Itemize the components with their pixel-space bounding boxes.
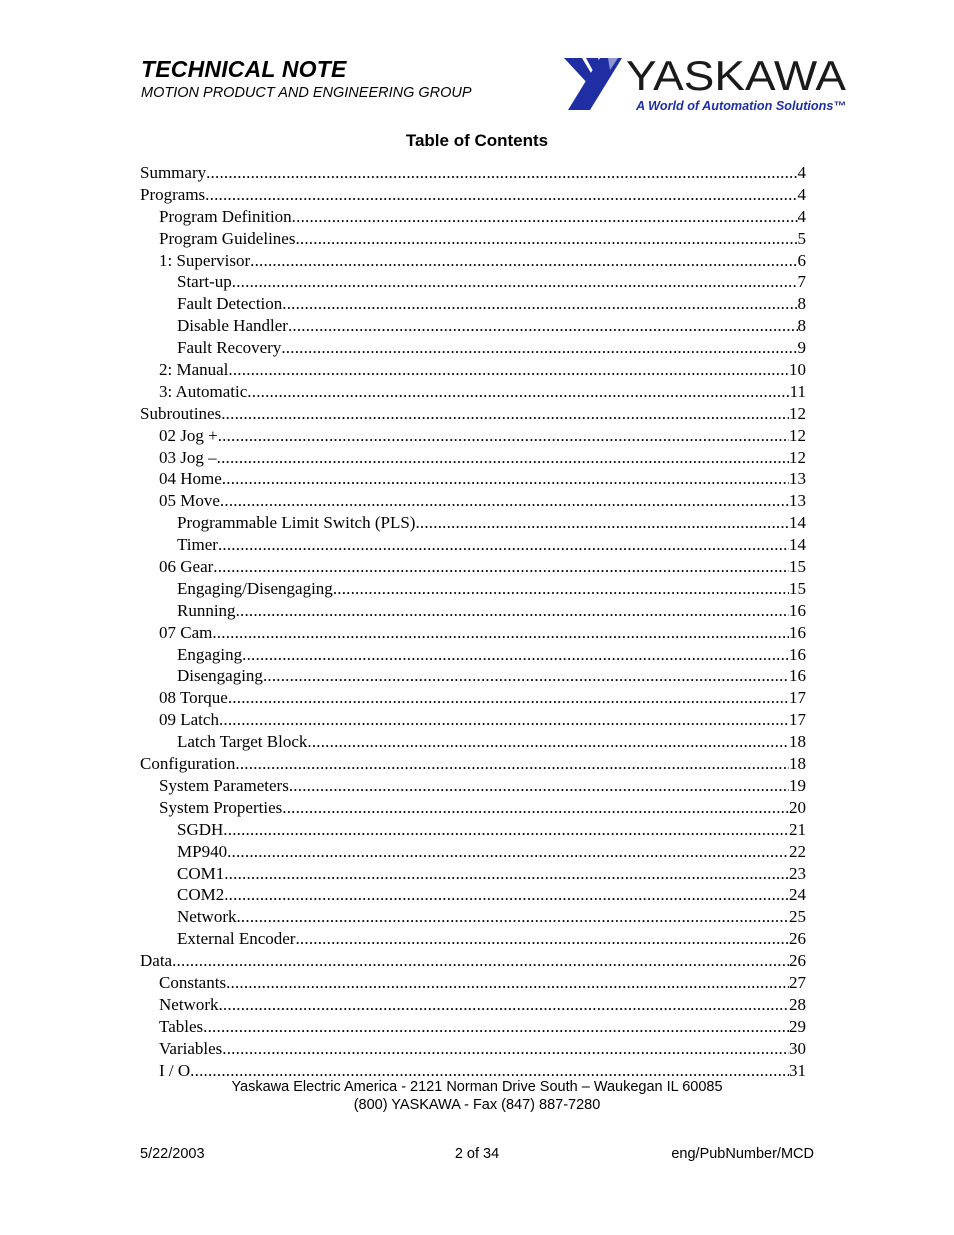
- toc-entry[interactable]: [140, 250, 806, 272]
- toc-entry-page: 17: [789, 710, 806, 730]
- toc-entry-label: SGDH: [177, 819, 224, 839]
- toc-dot-leader: [222, 1038, 789, 1060]
- toc-dot-leader: [219, 709, 789, 731]
- toc-entry[interactable]: [140, 950, 806, 972]
- document-type-title: TECHNICAL NOTE: [141, 56, 347, 82]
- toc-entry-page: 11: [789, 381, 806, 401]
- toc-entry-label: Disengaging: [177, 666, 263, 686]
- toc-dot-leader: [236, 906, 789, 928]
- toc-entry[interactable]: [140, 819, 806, 841]
- toc-entry-label: COM1: [177, 863, 225, 883]
- toc-dot-leader: [218, 994, 789, 1016]
- toc-entry-page: 15: [789, 557, 806, 577]
- toc-entry-label: Constants: [159, 972, 227, 992]
- yaskawa-logo: [560, 52, 850, 116]
- toc-dot-leader: [224, 863, 789, 885]
- toc-entry[interactable]: [140, 184, 806, 206]
- toc-entry[interactable]: [140, 665, 806, 687]
- toc-entry-label: Engaging/Disengaging: [177, 578, 333, 598]
- toc-dot-leader: [281, 337, 797, 359]
- toc-entry[interactable]: [140, 403, 806, 425]
- toc-entry-page: 18: [789, 754, 806, 774]
- toc-entry-label: Program Definition: [159, 206, 292, 226]
- toc-entry-page: 16: [789, 600, 806, 620]
- toc-entry-label: Disable Handler: [177, 316, 288, 336]
- toc-entry[interactable]: [140, 994, 806, 1016]
- toc-dot-leader: [250, 250, 797, 272]
- footer-phone: (800) YASKAWA - Fax (847) 887-7280: [353, 1097, 601, 1113]
- toc-dot-leader: [220, 490, 789, 512]
- toc-entry-page: 24: [789, 885, 806, 905]
- toc-entry-page: 27: [789, 972, 806, 992]
- toc-entry[interactable]: [140, 337, 806, 359]
- toc-entry[interactable]: [140, 972, 806, 994]
- toc-entry-page: 30: [789, 1038, 806, 1058]
- toc-entry-page: 4: [797, 163, 806, 182]
- toc-entry[interactable]: [140, 928, 806, 950]
- toc-entry-page: 16: [789, 622, 806, 642]
- toc-entry[interactable]: [140, 512, 806, 534]
- toc-entry-page: 12: [789, 425, 806, 445]
- toc-entry[interactable]: [140, 490, 806, 512]
- toc-entry-page: 4: [797, 184, 806, 204]
- toc-entry-label: 06 Gear: [159, 557, 214, 577]
- toc-entry[interactable]: [140, 315, 806, 337]
- toc-dot-leader: [292, 206, 798, 228]
- toc-entry[interactable]: [140, 600, 806, 622]
- footer-date: 5/22/2003: [140, 1146, 205, 1162]
- toc-entry-label: 1: Supervisor: [159, 250, 251, 270]
- toc-entry-label: Programmable Limit Switch (PLS): [177, 513, 416, 533]
- toc-entry[interactable]: [140, 556, 806, 578]
- toc-entry-label: 03 Jog –: [159, 447, 217, 467]
- toc-entry-page: 18: [789, 732, 806, 752]
- toc-entry[interactable]: [140, 534, 806, 556]
- toc-entry[interactable]: [140, 863, 806, 885]
- toc-entry[interactable]: [140, 162, 806, 184]
- toc-dot-leader: [206, 162, 797, 184]
- toc-entry-page: 28: [789, 994, 806, 1014]
- toc-entry-label: Summary: [140, 163, 207, 182]
- toc-entry-page: 16: [789, 666, 806, 686]
- toc-entry-label: 04 Home: [159, 469, 222, 489]
- toc-entry-page: 13: [789, 491, 806, 511]
- toc-entry-page: 9: [797, 338, 806, 358]
- toc-entry[interactable]: [140, 731, 806, 753]
- toc-entry-label: MP940: [177, 841, 228, 861]
- toc-entry[interactable]: [140, 753, 806, 775]
- toc-entry-page: 21: [789, 819, 806, 839]
- toc-entry-label: 07 Cam: [159, 622, 213, 642]
- toc-entry-page: 12: [789, 403, 806, 423]
- toc-entry-page: 10: [789, 360, 806, 380]
- toc-dot-leader: [333, 578, 789, 600]
- toc-dot-leader: [222, 468, 789, 490]
- toc-entry-label: System Parameters: [159, 775, 289, 795]
- toc-entry[interactable]: [140, 797, 806, 819]
- toc-entry-label: I / O: [159, 1060, 191, 1080]
- toc-dot-leader: [212, 622, 789, 644]
- toc-entry-page: 26: [789, 929, 806, 949]
- toc-entry[interactable]: [140, 709, 806, 731]
- toc-dot-leader: [282, 797, 789, 819]
- toc-entry[interactable]: [140, 622, 806, 644]
- toc-entry-label: Start-up: [177, 272, 232, 292]
- toc-dot-leader: [228, 687, 789, 709]
- toc-entry-page: 14: [789, 535, 806, 555]
- toc-dot-leader: [288, 315, 798, 337]
- brand-wordmark: YASKAWA: [626, 52, 846, 99]
- toc-heading: Table of Contents: [405, 131, 549, 150]
- toc-entry[interactable]: [140, 447, 806, 469]
- toc-dot-leader: [242, 644, 789, 666]
- toc-entry-label: 02 Jog +: [159, 425, 218, 445]
- footer-address: Yaskawa Electric America - 2121 Norman Drive South – Waukegan IL 60085: [231, 1079, 723, 1095]
- toc-entry[interactable]: [140, 425, 806, 447]
- toc-dot-leader: [289, 775, 789, 797]
- toc-dot-leader: [213, 556, 789, 578]
- toc-entry-label: COM2: [177, 885, 225, 905]
- toc-entry-label: Subroutines: [140, 403, 222, 423]
- toc-entry-label: System Properties: [159, 797, 283, 817]
- toc-dot-leader: [295, 228, 797, 250]
- toc-entry-page: 14: [789, 513, 806, 533]
- toc-entry-label: Fault Recovery: [177, 338, 282, 358]
- toc-entry[interactable]: [140, 468, 806, 490]
- toc-entry-label: Program Guidelines: [159, 228, 296, 248]
- toc-entry[interactable]: [140, 884, 806, 906]
- toc-entry-page: 22: [789, 841, 806, 861]
- toc-entry[interactable]: [140, 206, 806, 228]
- toc-entry[interactable]: [140, 293, 806, 315]
- toc-entry-label: Network: [177, 907, 237, 927]
- toc-entry-page: 20: [789, 797, 806, 817]
- toc-entry-page: 15: [789, 578, 806, 598]
- toc-entry[interactable]: [140, 1016, 806, 1038]
- toc-dot-leader: [221, 403, 789, 425]
- toc-entry-page: 19: [789, 775, 806, 795]
- toc-entry-label: 08 Torque: [159, 688, 228, 708]
- toc-entry-label: Configuration: [140, 754, 236, 774]
- toc-dot-leader: [203, 1016, 789, 1038]
- brand-tagline: A World of Automation Solutions™: [634, 99, 846, 113]
- toc-entry-label: Engaging: [177, 644, 243, 664]
- toc-dot-leader: [205, 184, 797, 206]
- toc-dot-leader: [217, 447, 789, 469]
- toc-entry-page: 26: [789, 951, 806, 971]
- toc-entry[interactable]: [140, 1038, 806, 1060]
- toc-entry-label: Fault Detection: [177, 294, 283, 314]
- toc-dot-leader: [224, 884, 789, 906]
- toc-dot-leader: [218, 534, 789, 556]
- toc-entry-page: 7: [797, 272, 806, 292]
- toc-entry-page: 13: [789, 469, 806, 489]
- toc-dot-leader: [307, 731, 789, 753]
- toc-entry-label: Tables: [159, 1016, 204, 1036]
- toc-entry[interactable]: [140, 775, 806, 797]
- toc-entry[interactable]: [140, 359, 806, 381]
- toc-entry-page: 8: [797, 294, 806, 314]
- toc-entry[interactable]: [140, 687, 806, 709]
- toc-entry[interactable]: [140, 841, 806, 863]
- table-of-contents: [140, 162, 806, 1081]
- toc-dot-leader: [228, 359, 789, 381]
- toc-entry-page: 6: [797, 250, 806, 270]
- toc-entry-label: 2: Manual: [159, 360, 229, 380]
- toc-dot-leader: [247, 381, 789, 403]
- toc-dot-leader: [295, 928, 789, 950]
- toc-entry-page: 23: [789, 863, 806, 883]
- toc-entry-label: 09 Latch: [159, 710, 219, 730]
- toc-dot-leader: [218, 425, 789, 447]
- toc-dot-leader: [415, 512, 789, 534]
- toc-entry-label: 05 Move: [159, 491, 220, 511]
- toc-entry-page: 17: [789, 688, 806, 708]
- toc-entry-label: Timer: [177, 535, 218, 555]
- toc-entry-page: 12: [789, 447, 806, 467]
- toc-entry-page: 4: [797, 206, 806, 226]
- footer-page-number: 2 of 34: [454, 1146, 500, 1162]
- toc-entry-label: Network: [159, 994, 219, 1014]
- toc-entry[interactable]: [140, 381, 806, 403]
- toc-entry-label: Running: [177, 600, 236, 620]
- toc-entry-page: 25: [789, 907, 806, 927]
- toc-dot-leader: [232, 271, 798, 293]
- footer-reference: eng/PubNumber/MCD: [671, 1146, 814, 1162]
- toc-entry-label: External Encoder: [177, 929, 296, 949]
- toc-dot-leader: [172, 950, 789, 972]
- toc-dot-leader: [226, 972, 789, 994]
- toc-dot-leader: [223, 819, 789, 841]
- toc-entry-label: 3: Automatic: [159, 381, 248, 401]
- toc-entry[interactable]: [140, 906, 806, 928]
- toc-entry-label: Programs: [140, 184, 206, 204]
- yaskawa-y-mark-icon: [564, 58, 622, 110]
- toc-entry[interactable]: [140, 228, 806, 250]
- toc-dot-leader: [282, 293, 797, 315]
- toc-entry-page: 5: [797, 228, 806, 248]
- toc-dot-leader: [236, 600, 789, 622]
- toc-dot-leader: [227, 841, 789, 863]
- toc-entry[interactable]: [140, 578, 806, 600]
- group-subtitle: MOTION PRODUCT AND ENGINEERING GROUP: [141, 85, 472, 101]
- toc-dot-leader: [235, 753, 789, 775]
- toc-entry-label: Variables: [159, 1038, 223, 1058]
- toc-entry-page: 16: [789, 644, 806, 664]
- toc-entry[interactable]: [140, 644, 806, 666]
- toc-entry-label: Latch Target Block: [177, 732, 308, 752]
- toc-entry-page: 8: [797, 316, 806, 336]
- toc-dot-leader: [263, 665, 789, 687]
- toc-entry-page: 29: [789, 1016, 806, 1036]
- toc-entry-label: Data: [140, 951, 173, 971]
- toc-entry[interactable]: [140, 271, 806, 293]
- toc-entry-page: 31: [789, 1060, 806, 1080]
